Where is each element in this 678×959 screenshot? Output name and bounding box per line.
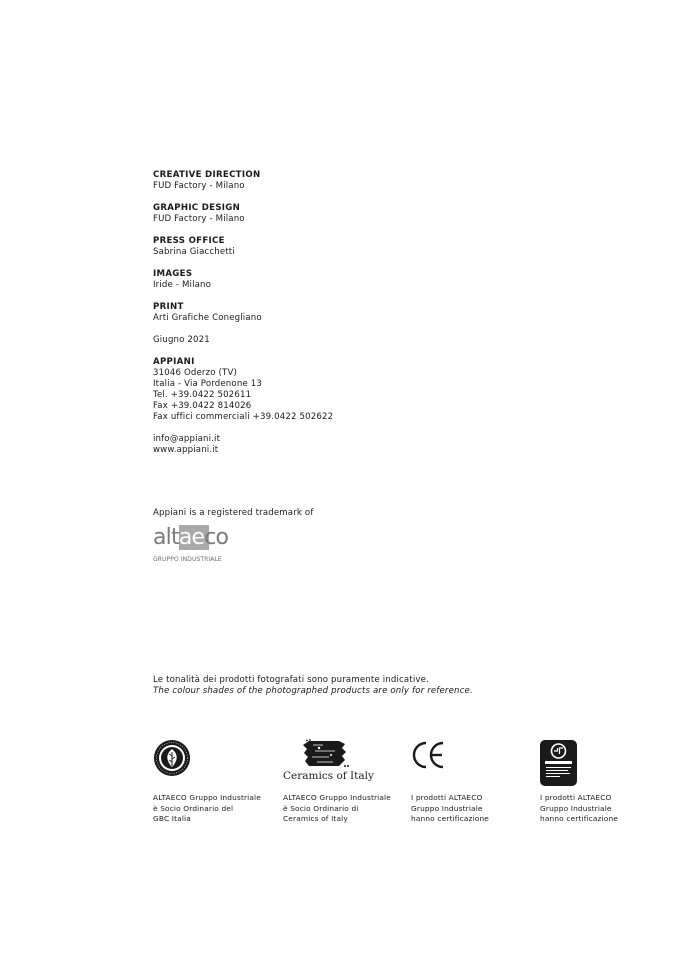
credit-heading: PRINT <box>153 302 184 312</box>
cert-caption: I prodotti ALTAECO Gruppo Industriale hanno certificazione <box>540 793 618 823</box>
credit-heading: GRAPHIC DESIGN <box>153 203 241 213</box>
credit-value: Iride - Milano <box>153 280 212 290</box>
credit-heading: IMAGES <box>153 269 193 279</box>
fax-number: Fax +39.0422 814026 <box>153 401 252 411</box>
email-link[interactable]: info@appiani.it <box>153 434 221 444</box>
credit-heading: CREATIVE DIRECTION <box>153 170 261 180</box>
credit-value: FUD Factory - Milano <box>153 181 245 191</box>
company-address <box>153 357 513 423</box>
colour-disclaimer <box>153 675 473 697</box>
cert-caption: ALTAECO Gruppo Industriale è Socio Ordinario di Ceramics of Italy <box>283 793 391 823</box>
publication-date: Giugno 2021 <box>153 335 210 345</box>
credit-graphic-design <box>153 203 513 225</box>
credit-creative-direction <box>153 170 513 192</box>
credits-section <box>153 170 513 467</box>
cert-caption: ALTAECO Gruppo Industriale è Socio Ordinario del GBC Italia <box>153 793 261 823</box>
company-contacts <box>153 434 513 456</box>
disclaimer-english: The colour shades of the photographed products are only for reference. <box>153 686 473 696</box>
address-line: 31046 Oderzo (TV) <box>153 368 237 378</box>
credit-heading: PRESS OFFICE <box>153 236 225 246</box>
ce-mark-icon <box>411 740 445 770</box>
credit-value: Arti Grafiche Conegliano <box>153 313 262 323</box>
greenguard-badge-icon <box>540 740 577 786</box>
credit-value: FUD Factory - Milano <box>153 214 245 224</box>
cert-caption: I prodotti ALTAECO Gruppo Industriale hanno certificazione <box>411 793 489 823</box>
credit-value: Sabrina Giacchetti <box>153 247 235 257</box>
address-line: Italia - Via Pordenone 13 <box>153 379 262 389</box>
certifications-row <box>153 737 623 837</box>
disclaimer-italian: Le tonalità dei prodotti fotografati sono puramente indicative. <box>153 675 429 685</box>
credit-press-office <box>153 236 513 258</box>
trademark-text: Appiani is a registered trademark of <box>153 508 314 518</box>
logo-wordmark: altaeco <box>153 525 229 550</box>
logo-subtitle: GRUPPO INDUSTRIALE <box>153 556 222 563</box>
altaeco-logo <box>153 523 263 567</box>
credit-images <box>153 269 513 291</box>
website-link[interactable]: www.appiani.it <box>153 445 219 455</box>
fax-commercial-number: Fax uffici commerciali +39.0422 502622 <box>153 412 334 422</box>
phone-number: Tel. +39.0422 502611 <box>153 390 252 400</box>
gbc-italia-icon <box>153 739 191 777</box>
company-name: APPIANI <box>153 357 195 367</box>
ceramics-of-italy-icon <box>295 739 355 769</box>
credit-print <box>153 302 513 324</box>
ceramics-of-italy-logotype: Ceramics of Italy <box>283 770 374 782</box>
